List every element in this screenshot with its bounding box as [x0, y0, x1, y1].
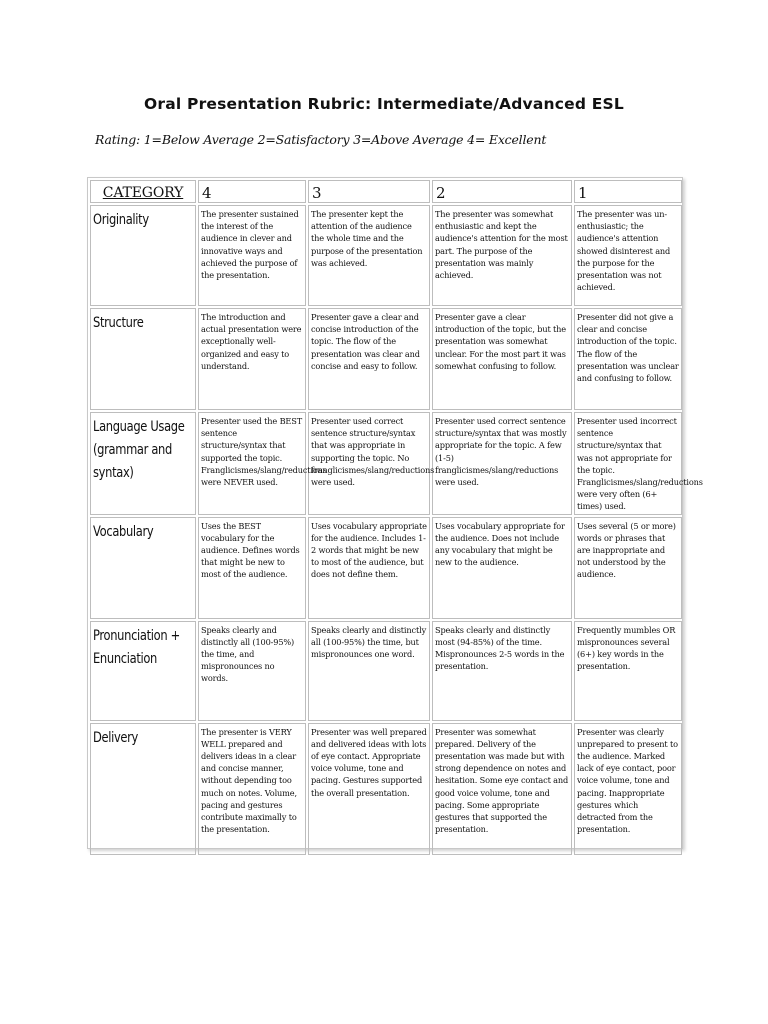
category-label: Vocabulary [90, 517, 196, 619]
header-score-1: 1 [574, 180, 682, 203]
header-row [90, 180, 682, 203]
rubric-cell: The presenter sustained the interest of the audience in clever and innovative ways and achieved the purpose of the presentation. [198, 205, 306, 306]
rubric-cell: Presenter used correct sentence structure/syntax that was appropriate in supporting the topic. No franglicismes/slang/reductions were used. [308, 412, 430, 515]
rubric-cell: Speaks clearly and distinctly all (100-95%) the time, but mispronounces one word. [308, 621, 430, 721]
rubric-cell: The presenter was un-enthusiastic; the audience's attention showed disinterest and the purpose for the presentation was not achieved. [574, 205, 682, 306]
row-originality [90, 205, 682, 306]
row-structure [90, 308, 682, 410]
row-delivery [90, 723, 682, 855]
category-label: Structure [90, 308, 196, 410]
rubric-cell: Presenter was clearly unprepared to present to the audience. Marked lack of eye contact, poor voice volume, tone and pacing. Inappropriate gestures which detracted from the presentation. [574, 723, 682, 855]
rubric-cell: Presenter gave a clear and concise introduction of the topic. The flow of the presentation was clear and concise and easy to follow. [308, 308, 430, 410]
header-category: CATEGORY [90, 180, 196, 203]
category-label: Pronunciation + Enunciation [90, 621, 196, 721]
header-score-4: 4 [198, 180, 306, 203]
rubric-cell: The introduction and actual presentation were exceptionally well- organized and easy to understand. [198, 308, 306, 410]
rubric-cell: Uses several (5 or more) words or phrases that are inappropriate and not understood by the audience. [574, 517, 682, 619]
rubric-cell: The presenter is VERY WELL prepared and delivers ideas in a clear and concise manner, without depending too much on notes. Volume, pacing and gestures contribute maximally to the presentation. [198, 723, 306, 855]
category-label: Originality [90, 205, 196, 306]
row-language-usage [90, 412, 682, 515]
row-pronunciation [90, 621, 682, 721]
rubric-cell: Presenter did not give a clear and concise introduction of the topic. The flow of the presentation was unclear and confusing to follow. [574, 308, 682, 410]
rubric-cell: Presenter used incorrect sentence structure/syntax that was not appropriate for the topic. Franglicismes/slang/reductions were very often (6+ times) used. [574, 412, 682, 515]
page-title: Oral Presentation Rubric: Intermediate/Advanced ESL [144, 95, 624, 113]
rubric-table [87, 177, 703, 849]
rubric-cell: Presenter was somewhat prepared. Delivery of the presentation was made but with strong dependence on notes and hesitation. Some eye contact and good voice volume, tone and pacing. Some appropriate gestures that supported the presentation. [432, 723, 572, 855]
category-label: Delivery [90, 723, 196, 855]
rubric-cell: Uses the BEST vocabulary for the audience. Defines words that might be new to most of the audience. [198, 517, 306, 619]
rubric-cell: Uses vocabulary appropriate for the audience. Does not include any vocabulary that might be new to the audience. [432, 517, 572, 619]
rubric-cell: Frequently mumbles OR mispronounces several (6+) key words in the presentation. [574, 621, 682, 721]
rubric-cell: Presenter was well prepared and delivered ideas with lots of eye contact. Appropriate voice volume, tone and pacing. Gestures supported the overall presentation. [308, 723, 430, 855]
rubric-cell: Speaks clearly and distinctly most (94-85%) of the time. Mispronounces 2-5 words in the presentation. [432, 621, 572, 721]
row-vocabulary [90, 517, 682, 619]
rubric-cell: The presenter kept the attention of the audience the whole time and the purpose of the presentation was achieved. [308, 205, 430, 306]
rubric-cell: Speaks clearly and distinctly all (100-95%) the time, and mispronounces no words. [198, 621, 306, 721]
header-score-3: 3 [308, 180, 430, 203]
rating-scale: Rating: 1=Below Average 2=Satisfactory 3=Above Average 4= Excellent [95, 132, 547, 147]
rubric-cell: Presenter used the BEST sentence structure/syntax that supported the topic. Franglicismes/slang/reductions were NEVER used. [198, 412, 306, 515]
rubric-cell: The presenter was somewhat enthusiastic and kept the audience's attention for the most part. The purpose of the presentation was mainly achieved. [432, 205, 572, 306]
rubric-cell: Uses vocabulary appropriate for the audience. Includes 1-2 words that might be new to most of the audience, but does not define them. [308, 517, 430, 619]
header-score-2: 2 [432, 180, 572, 203]
rubric-cell: Presenter gave a clear introduction of the topic, but the presentation was somewhat unclear. For the most part it was somewhat confusing to follow. [432, 308, 572, 410]
category-label: Language Usage (grammar and syntax) [90, 412, 196, 515]
rubric-cell: Presenter used correct sentence structure/syntax that was mostly appropriate for the topic. A few (1-5) franglicismes/slang/reductions were used. [432, 412, 572, 515]
